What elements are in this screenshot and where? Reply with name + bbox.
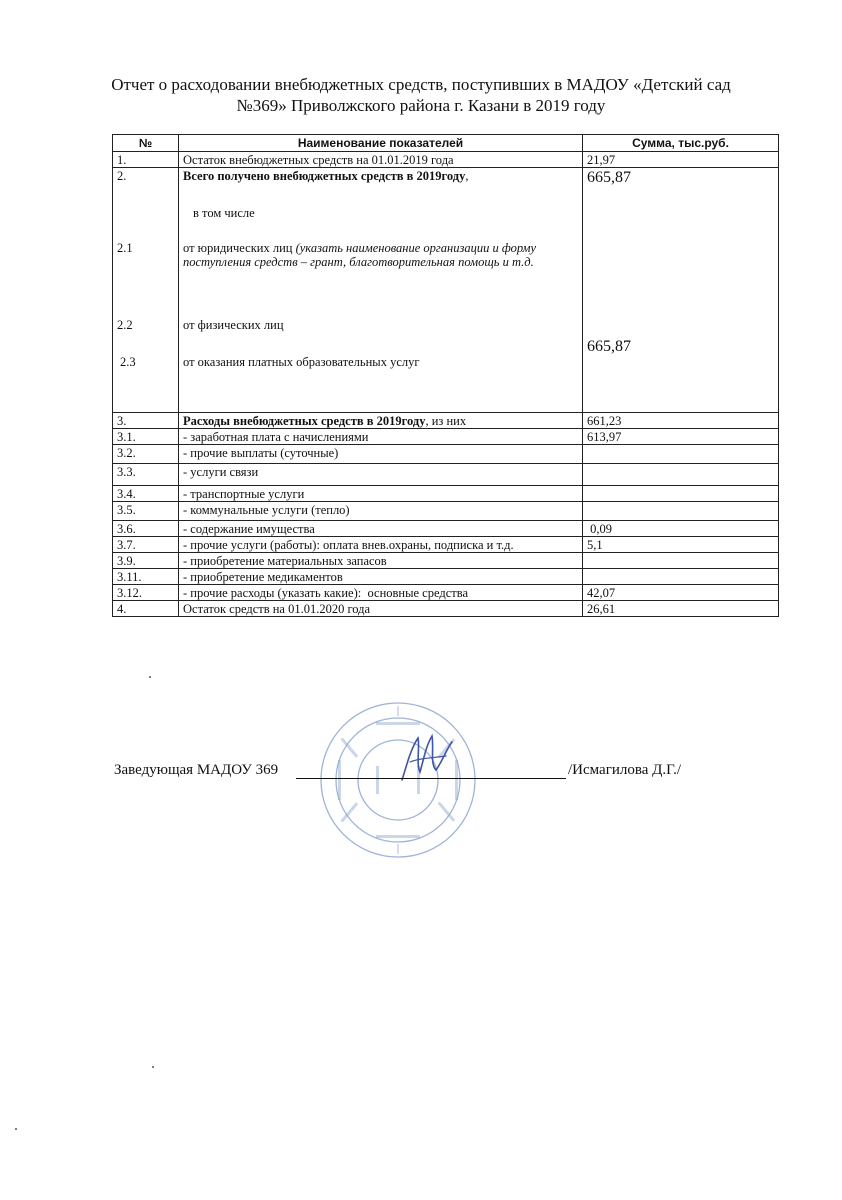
row-name: - коммунальные услуги (тепло) [179,502,583,521]
title-line-1: Отчет о расходовании внебюджетных средств, поступивших в МАДОУ «Детский сад [111,75,731,94]
row-sum [583,486,779,502]
table-row-expenses [113,413,779,429]
row-name: Расходы внебюджетных средств в 2019году, из них [179,413,583,429]
header-name: Наименование показателей [179,135,583,152]
table-row [113,569,779,585]
header-sum: Сумма, тыс.руб. [583,135,779,152]
received-total-sum: 665,87 [587,169,631,186]
table-row [113,464,779,486]
document-title [100,74,742,116]
row-sum [583,445,779,464]
received-total-label: Всего получено внебюджетных средств в 2019году, [183,169,469,183]
row-sum: 21,97 [583,152,779,168]
sub-number-2-1: 2.1 [117,241,133,255]
row-number: 3.2. [113,445,179,464]
row-sum [583,464,779,486]
row-sum [583,502,779,521]
row-number: 3.9. [113,553,179,569]
row-sum: 26,61 [583,601,779,617]
row-number: 4. [113,601,179,617]
row-sum-received [583,168,779,413]
legal-entities-label: от юридических лиц (указать наименование организации и форму поступления средств – грант, благотворительная помощь и т.д. [183,241,537,269]
row-number: 3.7. [113,537,179,553]
row-name: - содержание имущества [179,521,583,537]
row-sum: 661,23 [583,413,779,429]
table-row [113,553,779,569]
row-sum [583,553,779,569]
row-number: 2. [117,169,127,183]
table-row [113,521,779,537]
row-name-received [179,168,583,413]
row-name: - заработная плата с начислениями [179,429,583,445]
table-row [113,486,779,502]
table-row [113,601,779,617]
row-number: 3.4. [113,486,179,502]
row-number: 3.3. [113,464,179,486]
row-name: - приобретение медикаментов [179,569,583,585]
header-number: № [113,135,179,152]
scan-speck [149,676,151,678]
table-row [113,585,779,601]
table-row [113,152,779,168]
paid-services-sum: 665,87 [587,338,631,355]
row-name: Остаток средств на 01.01.2020 года [179,601,583,617]
row-sum [583,569,779,585]
signature-position: Заведующая МАДОУ 369 [114,762,279,778]
table-row-received [113,168,779,413]
row-number-received [113,168,179,413]
scan-speck [15,1128,17,1130]
title-line-2: №369» Приволжского района г. Казани в 2019 году [236,96,606,115]
row-number: 3.1. [113,429,179,445]
row-name: - прочие услуги (работы): оплата внев.охраны, подписка и т.д. [179,537,583,553]
sub-number-2-3: 2.3 [120,355,136,369]
row-name: - услуги связи [179,464,583,486]
row-name: - приобретение материальных запасов [179,553,583,569]
scan-speck [152,1066,154,1068]
row-name: - прочие расходы (указать какие): основные средства [179,585,583,601]
table-row [113,502,779,521]
row-sum: 42,07 [583,585,779,601]
sub-number-2-2: 2.2 [117,318,133,332]
in-particular-label: в том числе [193,206,255,220]
row-name: - прочие выплаты (суточные) [179,445,583,464]
row-sum: 613,97 [583,429,779,445]
individuals-label: от физических лиц [183,318,284,332]
row-sum: 5,1 [583,537,779,553]
row-number: 3.12. [113,585,179,601]
table-header-row [113,135,779,152]
row-number: 3. [113,413,179,429]
report-table [112,134,779,617]
row-number: 3.11. [113,569,179,585]
signature-name: /Исмагилова Д.Г./ [568,762,682,778]
row-name: - транспортные услуги [179,486,583,502]
table-row [113,445,779,464]
row-sum: 0,09 [583,521,779,537]
signature-line [296,778,566,779]
table-row [113,537,779,553]
paid-services-label: от оказания платных образовательных услуг [183,355,420,369]
row-number: 3.5. [113,502,179,521]
row-name: Остаток внебюджетных средств на 01.01.2019 года [179,152,583,168]
row-number: 3.6. [113,521,179,537]
row-number: 1. [113,152,179,168]
handwritten-signature [396,728,458,790]
table-row [113,429,779,445]
